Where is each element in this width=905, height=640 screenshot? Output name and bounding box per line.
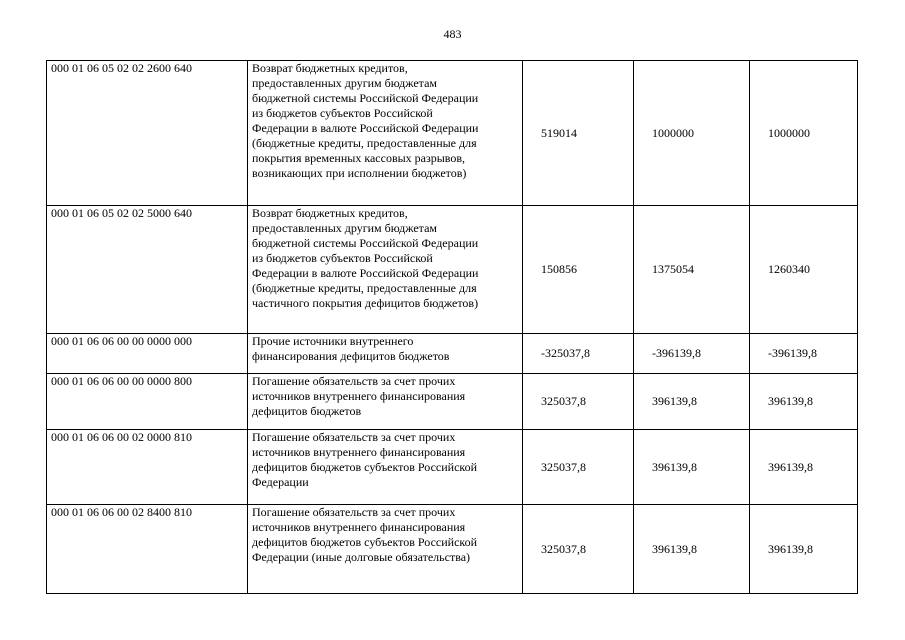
row-description <box>248 334 523 374</box>
description-line: Прочие источники внутреннего <box>252 334 414 348</box>
description-line: частичного покрытия дефицитов бюджетов) <box>252 296 479 310</box>
value-cell-1: 519014 <box>523 61 634 206</box>
table-row <box>47 334 858 374</box>
description-line: из бюджетов субъектов Российской <box>252 251 433 265</box>
value-cell-2: 1000000 <box>634 61 750 206</box>
description-line: Федерации в валюте Российской Федерации <box>252 121 479 135</box>
description-line: финансирования дефицитов бюджетов <box>252 349 450 363</box>
description-line: Федерации в валюте Российской Федерации <box>252 266 479 280</box>
budget-code: 000 01 06 05 02 02 2600 640 <box>47 61 248 206</box>
budget-code: 000 01 06 06 00 00 0000 800 <box>47 374 248 430</box>
description-line: Федерации (иные долговые обязательства) <box>252 550 471 564</box>
budget-sources-table <box>46 60 858 594</box>
value-cell-1: 150856 <box>523 206 634 334</box>
budget-code: 000 01 06 06 00 00 0000 000 <box>47 334 248 374</box>
description-line: дефицитов бюджетов <box>252 404 362 418</box>
value-cell-3: 396139,8 <box>750 430 858 505</box>
row-description <box>248 374 523 430</box>
description-line: дефицитов бюджетов субъектов Российской <box>252 535 478 549</box>
value-cell-2: 1375054 <box>634 206 750 334</box>
description-line: Федерации <box>252 475 309 489</box>
description-line: из бюджетов субъектов Российской <box>252 106 433 120</box>
description-line: Погашение обязательств за счет прочих <box>252 430 456 444</box>
description-line: предоставленных другим бюджетам <box>252 76 437 90</box>
description-line: бюджетной системы Российской Федерации <box>252 91 479 105</box>
table-row <box>47 374 858 430</box>
description-line: источников внутреннего финансирования <box>252 520 466 534</box>
value-cell-2: 396139,8 <box>634 505 750 594</box>
value-cell-1: 325037,8 <box>523 505 634 594</box>
description-line: источников внутреннего финансирования <box>252 445 466 459</box>
budget-code: 000 01 06 06 00 02 8400 810 <box>47 505 248 594</box>
description-line: Возврат бюджетных кредитов, <box>252 206 408 220</box>
description-line: дефицитов бюджетов субъектов Российской <box>252 460 478 474</box>
description-line: (бюджетные кредиты, предоставленные для <box>252 136 477 150</box>
value-cell-2: -396139,8 <box>634 334 750 374</box>
value-cell-3: 1260340 <box>750 206 858 334</box>
page-number: 483 <box>443 27 462 41</box>
budget-code: 000 01 06 06 00 02 0000 810 <box>47 430 248 505</box>
row-description <box>248 505 523 594</box>
value-cell-1: 325037,8 <box>523 430 634 505</box>
budget-code: 000 01 06 05 02 02 5000 640 <box>47 206 248 334</box>
description-line: Возврат бюджетных кредитов, <box>252 61 408 75</box>
description-line: Погашение обязательств за счет прочих <box>252 374 456 388</box>
value-cell-1: 325037,8 <box>523 374 634 430</box>
description-line: предоставленных другим бюджетам <box>252 221 437 235</box>
value-cell-3: 396139,8 <box>750 374 858 430</box>
value-cell-2: 396139,8 <box>634 430 750 505</box>
table-row <box>47 505 858 594</box>
description-line: (бюджетные кредиты, предоставленные для <box>252 281 477 295</box>
row-description <box>248 61 523 206</box>
table-row <box>47 61 858 206</box>
table-row <box>47 430 858 505</box>
description-line: источников внутреннего финансирования <box>252 389 466 403</box>
value-cell-3: 1000000 <box>750 61 858 206</box>
row-description <box>248 430 523 505</box>
value-cell-3: -396139,8 <box>750 334 858 374</box>
value-cell-1: -325037,8 <box>523 334 634 374</box>
description-line: Погашение обязательств за счет прочих <box>252 505 456 519</box>
description-line: покрытия временных кассовых разрывов, <box>252 151 466 165</box>
value-cell-2: 396139,8 <box>634 374 750 430</box>
description-line: возникающих при исполнении бюджетов) <box>252 166 467 180</box>
value-cell-3: 396139,8 <box>750 505 858 594</box>
row-description <box>248 206 523 334</box>
table-row <box>47 206 858 334</box>
description-line: бюджетной системы Российской Федерации <box>252 236 479 250</box>
